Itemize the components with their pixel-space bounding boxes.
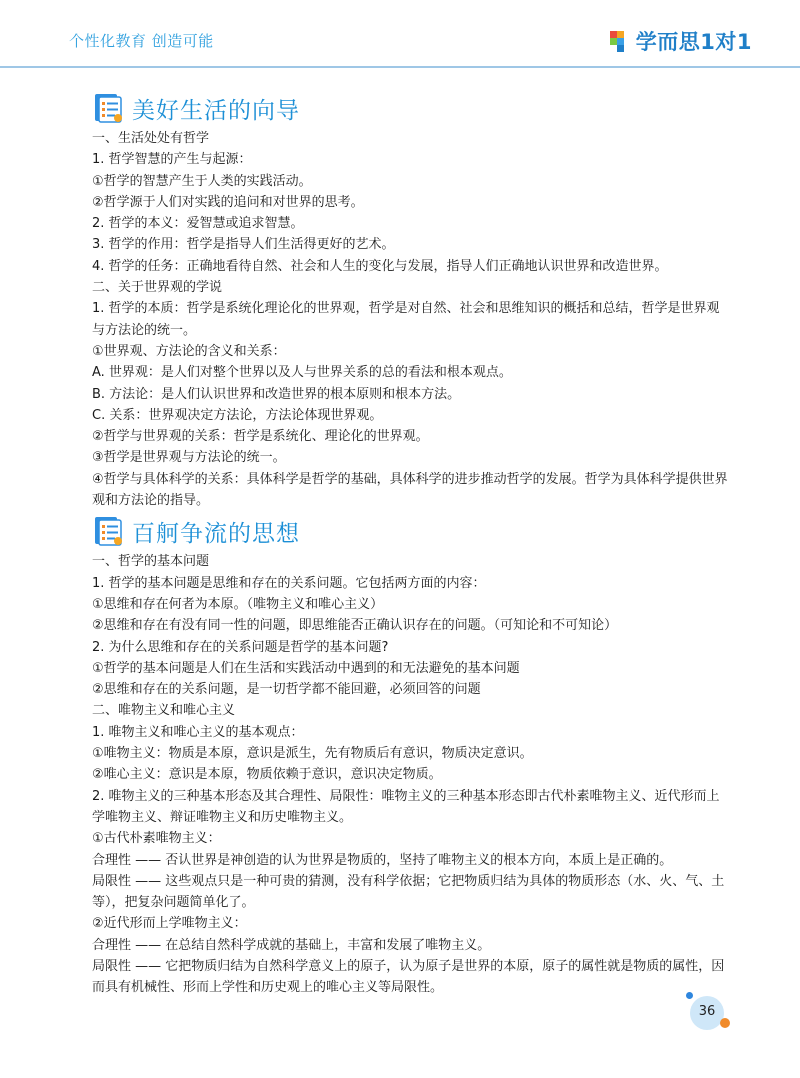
text-line: ④哲学与具体科学的关系：具体科学是哲学的基础，具体科学的进步推动哲学的发展。哲学为具体科学提供世界观和方法论的指导。 [92,471,728,509]
text-line: 局限性 —— 它把物质归结为自然科学意义上的原子，认为原子是世界的本原，原子的属性就是物质的属性，因而具有机械性、形而上学性和历史观上的唯心主义等局限性。 [92,958,725,996]
text-line: ②近代形而上学唯物主义： [92,916,247,932]
text-line: A. 世界观：是人们对整个世界以及人与世界关系的总的看法和根本观点。 [92,365,512,381]
sections-container [92,88,732,999]
text-line: 二、关于世界观的学说 [92,280,223,296]
text-line: 1. 哲学的基本问题是思维和存在的关系问题。它包括两方面的内容： [92,575,486,591]
section-2 [92,511,732,998]
decor-dot-blue [686,992,693,999]
page-header [0,0,800,68]
document-list-icon [92,92,124,124]
text-line: 2. 为什么思维和存在的关系问题是哲学的基本问题? [92,639,389,655]
text-line: 4. 哲学的任务：正确地看待自然、社会和人生的变化与发展，指导人们正确地认识世界和改造世界。 [92,258,668,274]
text-line: ①世界观、方法论的含义和关系： [92,343,286,359]
text-line: ②唯心主义：意识是本原，物质依赖于意识，意识决定物质。 [92,767,442,783]
text-line: 合理性 —— 否认世界是神创造的认为世界是物质的，坚持了唯物主义的根本方向，本质上是正确的。 [92,852,673,868]
text-line: B. 方法论：是人们认识世界和改造世界的根本原则和根本方法。 [92,386,461,402]
page-content [92,88,732,999]
logo-text: 学而思1对1 [635,30,752,54]
brand-logo [610,26,752,56]
text-line: 2. 哲学的本义：爱智慧或追求智慧。 [92,216,304,232]
text-line: ①哲学的基本问题是人们在生活和实践活动中遇到的和无法避免的基本问题 [92,660,520,676]
document-list-icon [92,515,124,547]
text-line: 1. 哲学智慧的产生与起源： [92,152,252,168]
text-line: ②哲学源于人们对实践的追问和对世界的思考。 [92,194,364,210]
text-line: ②哲学与世界观的关系：哲学是系统化、理论化的世界观。 [92,429,429,445]
section-heading [92,511,732,551]
section-title: 百舸争流的思想 [132,520,300,547]
logo-mark-icon [610,29,632,53]
section-title: 美好生活的向导 [132,97,300,124]
text-line: 二、唯物主义和唯心主义 [92,703,236,719]
page-number-badge [690,996,730,1030]
text-line: C. 关系：世界观决定方法论，方法论体现世界观。 [92,407,383,423]
decor-dot-orange [720,1018,730,1028]
text-line: ①古代朴素唯物主义： [92,831,221,847]
section-1 [92,88,732,511]
header-divider [0,66,800,68]
text-line: ②思维和存在有没有同一性的问题，即思维能否正确认识存在的问题。（可知论和不可知论） [92,618,618,634]
text-line: 1. 哲学的本质：哲学是系统化理论化的世界观，哲学是对自然、社会和思维知识的概括和总结，哲学是世界观与方法论的统一。 [92,301,720,338]
text-line: 1. 唯物主义和唯心主义的基本观点： [92,724,304,740]
text-line: 一、哲学的基本问题 [92,554,210,570]
text-line: 合理性 —— 在总结自然科学成就的基础上，丰富和发展了唯物主义。 [92,937,491,953]
page-number: 36 [698,1004,716,1019]
text-line: ①哲学的智慧产生于人类的实践活动。 [92,173,312,189]
text-line: ③哲学是世界观与方法论的统一。 [92,450,286,466]
text-line: ①思维和存在何者为本原。（唯物主义和唯心主义） [92,596,384,612]
header-slogan: 个性化教育 创造可能 [69,32,214,50]
text-line: 局限性 —— 这些观点只是一种可贵的猜测，没有科学依据；它把物质归结为具体的物质形态（水、火、气、土等），把复杂问题简单化了。 [92,873,725,911]
text-line: 3. 哲学的作用：哲学是指导人们生活得更好的艺术。 [92,237,395,253]
text-line: 一、生活处处有哲学 [92,131,210,146]
section-heading [92,88,732,128]
text-line: 2. 唯物主义的三种基本形态及其合理性、局限性：唯物主义的三种基本形态即古代朴素唯物主义、近代形而上学唯物主义、辩证唯物主义和历史唯物主义。 [92,788,720,825]
text-line: ①唯物主义：物质是本原，意识是派生，先有物质后有意识，物质决定意识。 [92,746,533,762]
text-line: ②思维和存在的关系问题，是一切哲学都不能回避，必须回答的问题 [92,682,481,698]
